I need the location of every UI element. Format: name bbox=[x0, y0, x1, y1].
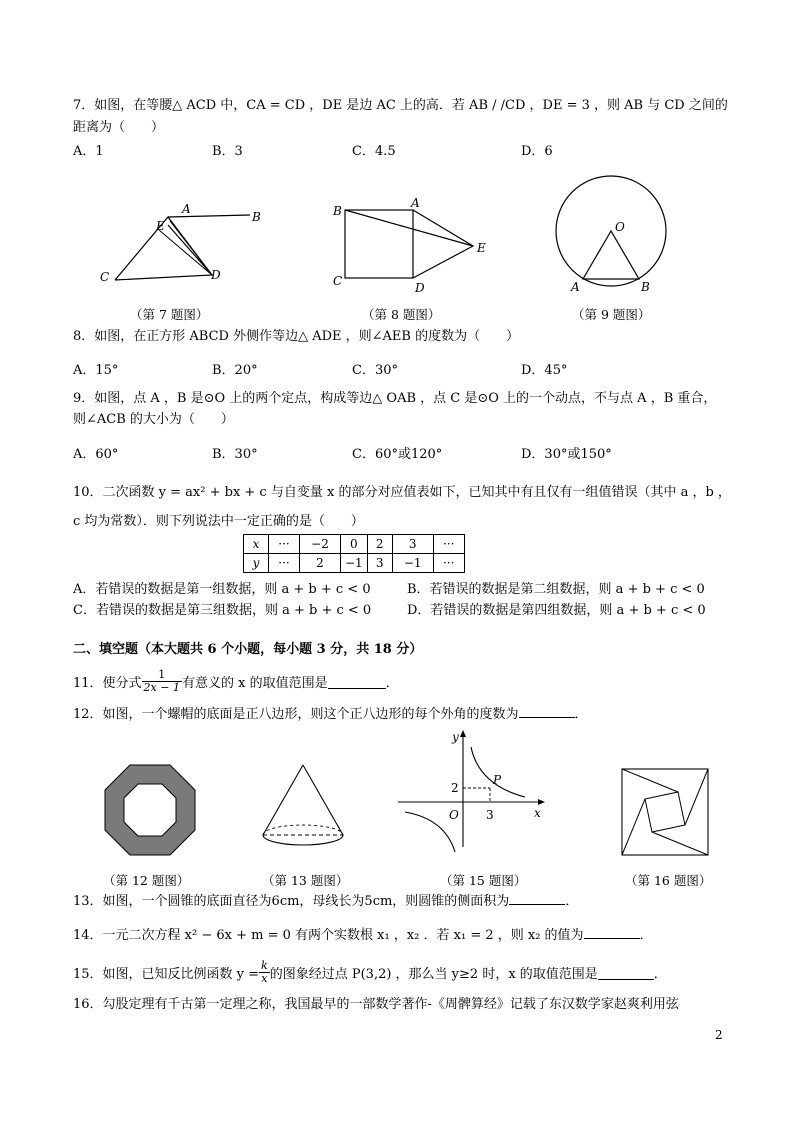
q13-text: 13．如图，一个圆锥的底面直径为6cm，母线长为5cm，则圆锥的侧面积为 bbox=[73, 894, 510, 909]
fig15-label-2: 2 bbox=[451, 781, 459, 795]
q7-option-b: B．3 bbox=[212, 144, 243, 159]
q12 bbox=[73, 703, 588, 722]
table-cell: x bbox=[244, 535, 269, 554]
q10-option-b: B．若错误的数据是第二组数据，则 a + b + c < 0 bbox=[407, 582, 705, 597]
fig7-label-b: B bbox=[252, 210, 261, 224]
fig8-label-a: A bbox=[411, 196, 420, 210]
table-row-x bbox=[244, 535, 465, 554]
caption-fig9: （第 9 题图） bbox=[572, 307, 651, 322]
table-cell: 3 bbox=[392, 535, 433, 554]
q8-option-b: B．20° bbox=[212, 363, 258, 378]
q13-answer-blank[interactable] bbox=[509, 890, 565, 905]
table-cell: ··· bbox=[433, 535, 464, 554]
q11-prefix: 11．使分式 bbox=[73, 675, 142, 691]
page-number: 2 bbox=[715, 1028, 723, 1042]
fig7-label-a: A bbox=[182, 202, 191, 216]
figure-16 bbox=[620, 767, 715, 862]
caption-fig12: （第 12 题图） bbox=[103, 873, 190, 888]
q11-answer-blank[interactable] bbox=[328, 674, 386, 689]
fig8-label-d: D bbox=[415, 281, 425, 295]
table-row-y bbox=[244, 554, 465, 573]
fig9-label-a: A bbox=[571, 280, 580, 294]
q15-fraction bbox=[259, 960, 270, 985]
table-cell: 2 bbox=[300, 554, 341, 573]
fig8-label-c: C bbox=[333, 274, 343, 288]
q8-option-a: A．15° bbox=[73, 363, 119, 378]
q15 bbox=[73, 955, 667, 989]
table-cell: −1 bbox=[392, 554, 433, 573]
q12-answer-blank[interactable] bbox=[519, 703, 575, 718]
table-cell: ··· bbox=[269, 554, 300, 573]
q13-end: ． bbox=[565, 894, 579, 909]
q7-line2: 距离为（ ） bbox=[73, 120, 165, 135]
q13 bbox=[73, 890, 578, 909]
q15-frac-num: k bbox=[261, 958, 268, 972]
table-cell: 2 bbox=[367, 535, 392, 554]
q14 bbox=[73, 924, 653, 943]
fig7-label-c: C bbox=[100, 270, 110, 284]
q7-option-d: D．6 bbox=[521, 144, 553, 159]
table-cell: −1 bbox=[341, 554, 368, 573]
caption-fig13: （第 13 题图） bbox=[262, 873, 349, 888]
caption-fig8: （第 8 题图） bbox=[362, 307, 441, 322]
q7-line1: 7．如图，在等腰△ ACD 中，CA = CD ，DE 是边 AC 上的高．若 AB / /CD ，DE = 3 ，则 AB 与 CD 之间的 bbox=[73, 98, 728, 113]
fig15-label-y: y bbox=[452, 730, 459, 744]
q15-prefix: 15．如图，已知反比例函数 y = bbox=[73, 966, 260, 982]
q15-answer-blank[interactable] bbox=[598, 965, 654, 980]
figure-12 bbox=[100, 760, 200, 860]
q10-line2: c 均为常数）．则下列说法中一定正确的是（ ） bbox=[73, 514, 364, 529]
q11-frac-den: 2x − 1 bbox=[143, 680, 180, 694]
q9-option-a: A．60° bbox=[73, 447, 119, 462]
q11 bbox=[73, 664, 399, 698]
q9-line1: 9．如图，点 A ，B 是⊙O 上的两个定点，构成等边△ OAB ，点 C 是⊙O 上的一个动点，不与点 A ，B 重合， bbox=[73, 391, 717, 406]
q11-frac-num: 1 bbox=[142, 669, 182, 682]
caption-fig15: （第 15 题图） bbox=[440, 873, 527, 888]
q10-value-table bbox=[243, 534, 465, 573]
figure-13 bbox=[255, 760, 355, 860]
fig8-label-e: E bbox=[477, 241, 486, 255]
q9-option-c: C．60°或120° bbox=[352, 447, 443, 462]
table-cell: 3 bbox=[367, 554, 392, 573]
fig15-label-x: x bbox=[534, 806, 541, 820]
fig9-label-b: B bbox=[641, 280, 650, 294]
fig15-label-p: P bbox=[493, 773, 502, 787]
q12-text: 12．如图，一个螺帽的底面是正八边形，则这个正八边形的每个外角的度数为 bbox=[73, 707, 519, 722]
q10-option-c: C．若错误的数据是第三组数据，则 a + b + c < 0 bbox=[73, 603, 372, 618]
table-cell: ··· bbox=[433, 554, 464, 573]
q14-text: 14．一元二次方程 x² − 6x + m = 0 有两个实数根 x₁ ，x₂ ．若 x₁ = 2 ，则 x₂ 的值为 bbox=[73, 928, 584, 943]
q15-suffix: 的图象经过点 P(3,2) ，那么当 y≥2 时，x 的取值范围是 bbox=[269, 966, 598, 982]
fig15-label-o: O bbox=[449, 808, 459, 822]
q10-option-d: D．若错误的数据是第四组数据，则 a + b + c < 0 bbox=[407, 603, 706, 618]
section2-title: 二、填空题（本大题共 6 个小题，每小题 3 分，共 18 分） bbox=[73, 642, 423, 657]
q11-suffix: 有意义的 x 的取值范围是 bbox=[181, 675, 328, 691]
q16-text: 16．勾股定理有千古第一定理之称，我国最早的一部数学著作-《周髀算经》记载了东汉数学家赵爽利用弦 bbox=[73, 997, 679, 1012]
fig15-label-3: 3 bbox=[486, 808, 494, 822]
q12-end: ． bbox=[574, 707, 588, 722]
q10-option-a: A．若错误的数据是第一组数据，则 a + b + c < 0 bbox=[73, 582, 371, 597]
q11-fraction bbox=[142, 669, 182, 694]
q7-option-c: C．4.5 bbox=[352, 144, 396, 159]
table-cell: 0 bbox=[341, 535, 368, 554]
table-cell: −2 bbox=[300, 535, 341, 554]
q14-end: ． bbox=[639, 928, 653, 943]
table-cell: y bbox=[244, 554, 269, 573]
q14-answer-blank[interactable] bbox=[584, 924, 640, 939]
q11-end: ． bbox=[385, 675, 399, 691]
fig7-label-d: D bbox=[211, 268, 221, 282]
figure-15 bbox=[393, 727, 553, 857]
caption-fig16: （第 16 题图） bbox=[625, 873, 712, 888]
figure-9 bbox=[545, 175, 685, 300]
figure-8 bbox=[325, 195, 495, 295]
table-cell: ··· bbox=[269, 535, 300, 554]
caption-fig7: （第 7 题图） bbox=[130, 307, 209, 322]
q8-option-d: D．45° bbox=[521, 363, 568, 378]
fig8-label-b: B bbox=[333, 204, 342, 218]
q9-option-b: B．30° bbox=[212, 447, 258, 462]
q15-end: ． bbox=[653, 966, 667, 982]
q9-line2: 则∠ACB 的大小为（ ） bbox=[73, 412, 234, 427]
fig9-label-o: O bbox=[615, 220, 625, 234]
q9-option-d: D．30°或150° bbox=[521, 447, 612, 462]
q15-frac-den: x bbox=[261, 971, 268, 985]
q8-text: 8．如图，在正方形 ABCD 外侧作等边△ ADE ，则∠AEB 的度数为（ ） bbox=[73, 329, 520, 344]
q7-option-a: A．1 bbox=[73, 144, 104, 159]
fig7-label-e: E bbox=[156, 219, 165, 233]
q10-line1: 10．二次函数 y = ax² + bx + c 与自变量 x 的部分对应值表如下，已知其中有且仅有一组值错误（其中 a ，b ， bbox=[73, 485, 731, 500]
q8-option-c: C．30° bbox=[352, 363, 398, 378]
figure-7 bbox=[90, 195, 280, 295]
